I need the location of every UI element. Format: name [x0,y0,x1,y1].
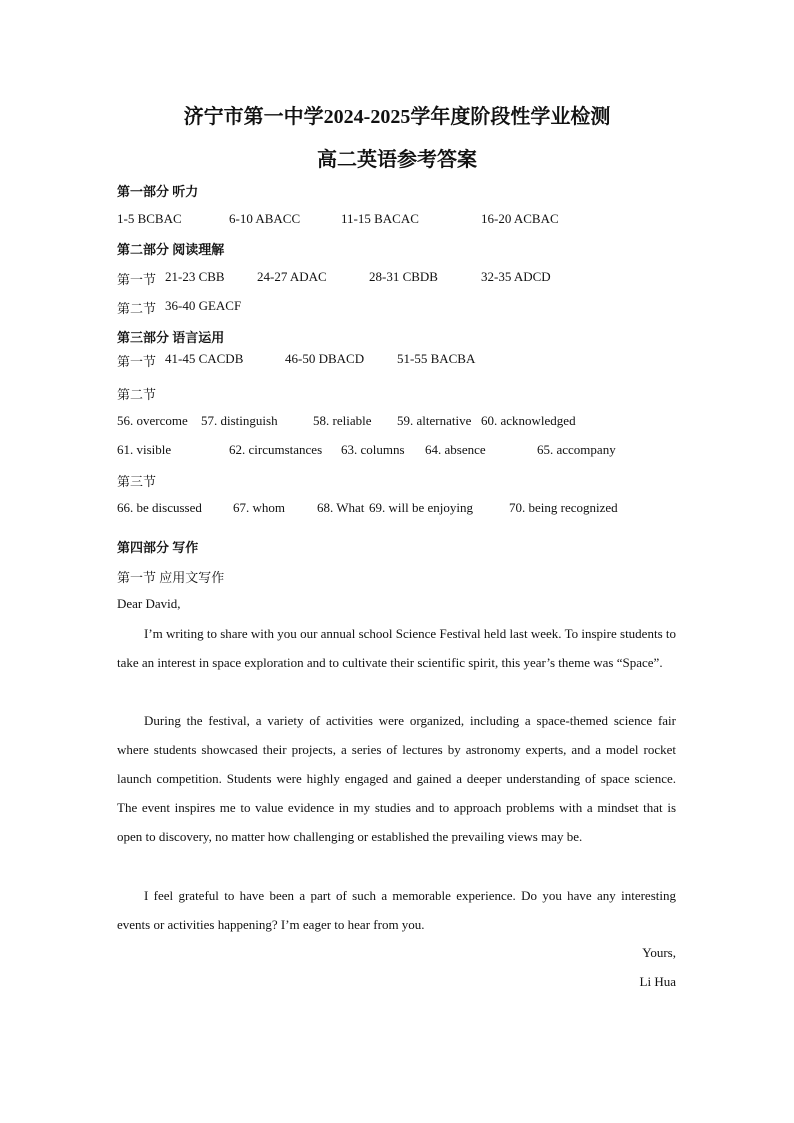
part3-section1-label: 第一节 [117,354,157,369]
answer-59: 59. alternative [397,413,472,428]
answer-36-40: 36-40 GEACF [165,298,242,313]
answer-60: 60. acknowledged [481,413,576,428]
answer-46-50: 46-50 DBACD [285,351,365,366]
answer-41-45: 41-45 CACDB [165,351,244,366]
answer-6-10: 6-10 ABACC [229,211,301,226]
answer-66: 66. be discussed [117,500,202,515]
letter-paragraph-1: I’m writing to share with you our annual school Science Festival held last week. To inspire students to take an interest in space exploration and to cultivate their scientific spirit, this year’s theme was “Space”. [117,626,676,670]
part4-heading: 第四部分 写作 [117,540,199,555]
part2-section2-label: 第二节 [117,301,157,316]
answer-65: 65. accompany [537,442,616,457]
answer-11-15: 11-15 BACAC [341,211,419,226]
answer-28-31: 28-31 CBDB [369,269,438,284]
part2-section1-label: 第一节 [117,272,157,287]
letter-greeting: Dear David, [117,596,181,611]
answer-21-23: 21-23 CBB [165,269,225,284]
letter-closing: Yours, [642,945,676,960]
answer-63: 63. columns [341,442,405,457]
letter-signature: Li Hua [639,974,676,989]
part3-section3-label: 第三节 [117,474,157,489]
answer-69: 69. will be enjoying [369,500,473,515]
part1-heading: 第一部分 听力 [117,184,199,199]
answer-62: 62. circumstances [229,442,323,457]
answer-61: 61. visible [117,442,172,457]
answer-51-55: 51-55 BACBA [397,351,476,366]
answer-1-5: 1-5 BCBAC [117,211,182,226]
answer-64: 64. absence [425,442,486,457]
letter-paragraph-3: I feel grateful to have been a part of such a memorable experience. Do you have any interesting events or activities happening? I’m eager to hear from you. [117,888,676,932]
answer-68: 68. What [317,500,365,515]
answer-67: 67. whom [233,500,285,515]
answer-24-27: 24-27 ADAC [257,269,327,284]
part3-heading: 第三部分 语言运用 [117,330,225,345]
answer-58: 58. reliable [313,413,372,428]
answer-70: 70. being recognized [509,500,618,515]
part3-section2-label: 第二节 [117,387,157,402]
answer-57: 57. distinguish [201,413,278,428]
part4-section1-label: 第一节 应用文写作 [117,570,225,585]
answer-16-20: 16-20 ACBAC [481,211,559,226]
answer-32-35: 32-35 ADCD [481,269,551,284]
part2-heading: 第二部分 阅读理解 [117,242,225,257]
document-title: 济宁市第一中学2024-2025学年度阶段性学业检测 [183,106,611,128]
document-subtitle: 高二英语参考答案 [317,149,477,171]
answer-56: 56. overcome [117,413,188,428]
letter-paragraph-2: During the festival, a variety of activities were organized, including a space-themed science fair where students showcased their projects, a series of lectures by astronomy experts, and a model rocket launch competition. Students were highly engaged and gained a deeper understanding of space science. The event inspires me to value evidence in my studies and to approach problems with a mindset that is open to discovery, no matter how challenging or established the prevailing views may be. [117,713,676,844]
